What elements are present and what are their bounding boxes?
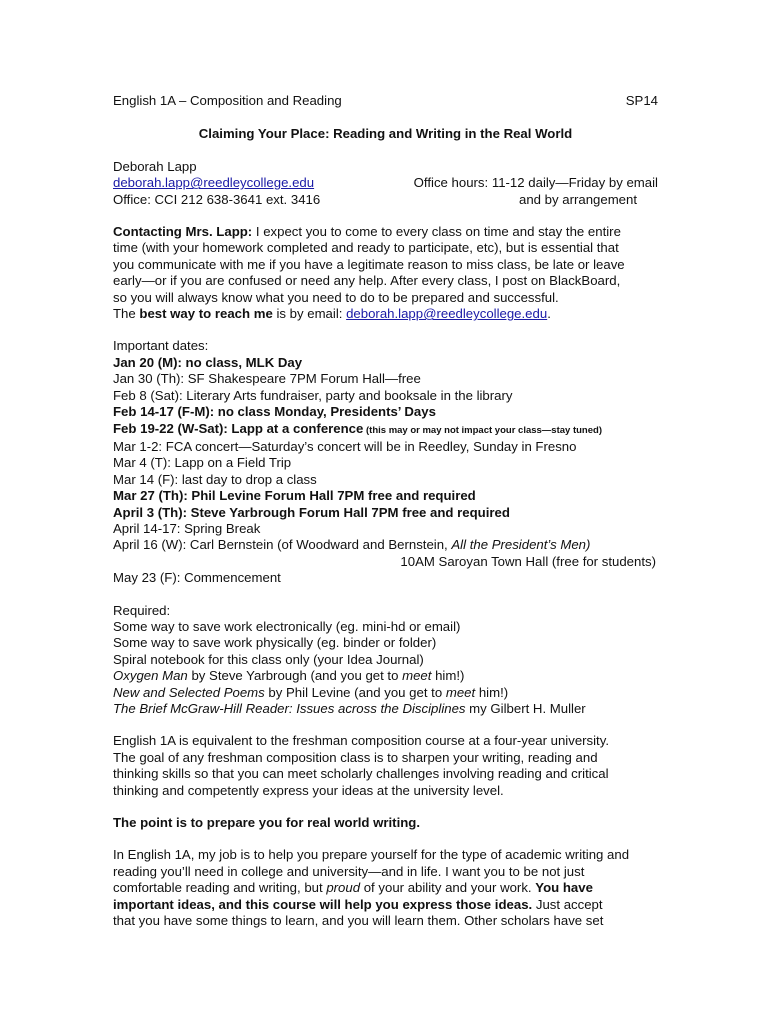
best-prefix: The [113, 306, 140, 322]
job-emph: proud [326, 880, 361, 896]
paragraph-line [113, 880, 658, 896]
instructor-email-link[interactable]: deborah.lapp@reedleycollege.edu [113, 175, 315, 191]
date-item: Mar 4 (T): Lapp on a Field Trip [113, 455, 292, 471]
contact-line [113, 224, 658, 240]
job-text: Just accept [532, 896, 603, 912]
date-item: Jan 30 (Th): SF Shakespeare 7PM Forum Hall—free [113, 371, 421, 387]
required-item: Some way to save work physically (eg. binder or folder) [113, 635, 437, 651]
date-item-text: April 16 (W): Carl Bernstein (of Woodward and Bernstein, [113, 537, 452, 553]
best-way-bold: best way to reach me [139, 306, 273, 322]
date-item: Mar 1-2: FCA concert—Saturday’s concert will be in Reedley, Sunday in Fresno [113, 438, 577, 454]
date-item-text: Feb 19-22 (W-Sat): Lapp at a conference [113, 420, 364, 436]
date-item: Feb 8 (Sat): Literary Arts fundraiser, party and booksale in the library [113, 387, 513, 403]
date-item [113, 421, 658, 439]
best-end: . [547, 306, 551, 322]
required-item: Spiral notebook for this class only (your Idea Journal) [113, 651, 424, 667]
office-hours: Office hours: 11-12 daily—Friday by email [413, 175, 658, 191]
office-row [113, 192, 658, 208]
paragraph-line: reading you’ll need in college and university—and in life. I want you to be not just [113, 863, 585, 879]
job-bold: You have [535, 880, 593, 896]
paragraph-line: thinking and competently express your ideas at the university level. [113, 782, 504, 798]
date-item-note: (this may or may not impact your class—stay tuned) [363, 424, 602, 436]
paragraph-line: thinking skills so that you can meet scholarly challenges involving reading and critical [113, 766, 609, 782]
important-dates [113, 338, 658, 586]
dates-heading: Important dates: [113, 338, 209, 354]
job-bold: important ideas, and this course will help you express those ideas. [113, 896, 533, 912]
book-text: him!) [431, 668, 465, 684]
date-item-cont: 10AM Saroyan Town Hall (free for students) [400, 553, 656, 569]
office-info: Office: CCI 212 638-3641 ext. 3416 [113, 191, 321, 207]
contact-paragraph [113, 224, 658, 322]
required-item [113, 685, 658, 701]
best-way-line [113, 306, 658, 322]
date-item: Mar 14 (F): last day to drop a class [113, 471, 317, 487]
paragraph-line [113, 897, 658, 913]
instructor-block [113, 159, 658, 208]
contact-line: so you will always know what you need to do to be prepared and successful. [113, 289, 559, 305]
paragraph-line: The goal of any freshman composition class is to sharpen your writing, reading and [113, 749, 598, 765]
instructor-name: Deborah Lapp [113, 158, 197, 174]
book-title: Oxygen Man [113, 668, 188, 684]
date-item: May 23 (F): Commencement [113, 570, 281, 586]
required-materials [113, 603, 658, 718]
contact-text: I expect you to come to every class on time and stay the entire [252, 224, 621, 240]
contact-line: time (with your homework completed and ready to participate, etc), but is essential that [113, 240, 619, 256]
book-text: my Gilbert H. Muller [465, 701, 586, 716]
term-label: SP14 [625, 93, 658, 108]
job-paragraph [113, 847, 658, 929]
book-text: by Phil Levine (and you get to [264, 684, 446, 700]
book-text: by Steve Yarbrough (and you get to [187, 668, 403, 684]
point-statement: The point is to prepare you for real world writing. [113, 815, 421, 831]
best-email-link[interactable]: deborah.lapp@reedleycollege.edu [346, 306, 548, 322]
document-title: Claiming Your Place: Reading and Writing in the Real World [198, 126, 573, 142]
book-title: New and Selected Poems [113, 684, 265, 700]
contact-line: early—or if you are confused or need any help. After every class, I post on BlackBoard, [113, 273, 621, 289]
job-text: comfortable reading and writing, but [113, 880, 327, 896]
course-title: English 1A – Composition and Reading [113, 93, 342, 108]
contact-line: you communicate with me if you have a legitimate reason to miss class, be late or leave [113, 256, 625, 272]
date-item-title: All the President’s Men) [451, 537, 591, 553]
paragraph-line: that you have some things to learn, and you will learn them. Other scholars have set [113, 913, 604, 929]
book-text: him!) [475, 684, 509, 700]
date-item [113, 537, 658, 553]
required-item: Some way to save work electronically (eg. mini-hd or email) [113, 618, 461, 634]
paragraph-line: English 1A is equivalent to the freshman composition course at a four-year university. [113, 733, 610, 749]
best-mid: is by email: [272, 306, 347, 322]
required-item [113, 701, 658, 717]
book-emph: meet [445, 684, 476, 700]
paragraph-line: In English 1A, my job is to help you prepare yourself for the type of academic writing and [113, 847, 630, 863]
book-emph: meet [402, 668, 432, 684]
required-heading: Required: [113, 602, 171, 618]
equivalence-paragraph [113, 733, 658, 799]
required-item [113, 668, 658, 684]
contact-lead: Contacting Mrs. Lapp: [113, 224, 253, 240]
job-text: of your ability and your work. [360, 880, 536, 896]
date-item: Jan 20 (M): no class, MLK Day [113, 354, 303, 370]
header-row [113, 93, 658, 109]
book-title: The Brief McGraw-Hill Reader: Issues across the Disciplines [113, 701, 466, 716]
email-hours-row [113, 175, 658, 191]
date-item: Feb 14-17 (F-M): no class Monday, Presidents’ Days [113, 404, 436, 420]
document-body [113, 93, 658, 945]
date-item: Mar 27 (Th): Phil Levine Forum Hall 7PM free and required [113, 488, 476, 504]
date-item: April 14-17: Spring Break [113, 520, 261, 536]
office-hours-cont: and by arrangement [518, 191, 638, 207]
date-item: April 3 (Th): Steve Yarbrough Forum Hall 7PM free and required [113, 504, 510, 520]
